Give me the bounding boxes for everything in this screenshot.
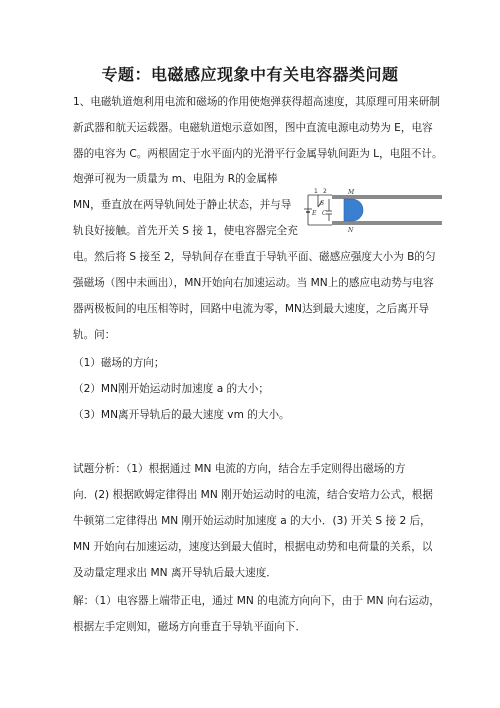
solution-line-1: 解：（1）电容器上端带正电，通过 MN 的电流方向向下，由于 MN 向右运动， [73, 595, 440, 607]
problem-line-4: 炮弹可视为一质量为 m、电阻为 R的金属棒 [73, 173, 278, 185]
projectile-rod-mn [344, 199, 363, 221]
rail-gun-diagram [304, 185, 444, 235]
analysis-line-1: 试题分析：（1）根据通过 MN 电流的方向，结合左手定则得出磁场的方 [73, 463, 406, 475]
problem-line-8: 强磁场（图中未画出），MN开始向右加速运动。当 MN上的感应电动势与电容 [73, 277, 434, 289]
question-1: （1）磁场的方向； [73, 357, 165, 369]
problem-line-1: 1、电磁轨道炮利用电流和磁场的作用使炮弹获得超高速度，其原理可用来研制 [73, 96, 440, 108]
question-3: （3）MN离开导轨后的最大速度 vm 的大小。 [73, 409, 290, 421]
problem-line-2: 新武器和航天运载器。电磁轨道炮示意如图，图中直流电源电动势为 E，电容 [73, 122, 433, 134]
label-n: N [348, 227, 354, 234]
label-1: 1 [314, 188, 318, 195]
problem-line-7: 电。然后将 S 接至 2，导轨间存在垂直于导轨平面、磁感应强度大小为 B的匀 [73, 251, 436, 263]
label-s: S [320, 200, 325, 207]
analysis-line-4: MN 开始向右加速运动，速度达到最大值时，根据电动势和电荷量的关系，以 [73, 541, 433, 553]
problem-line-10: 轨。问： [73, 329, 116, 341]
problem-line-9: 器两极板间的电压相等时，回路中电流为零，MN达到最大速度，之后离开导 [73, 303, 430, 315]
label-2: 2 [323, 188, 327, 195]
analysis-line-2: 向．(2) 根据欧姆定律得出 MN 刚开始运动时的电流，结合安培力公式，根据 [73, 489, 433, 501]
question-2: （2）MN刚开始运动时加速度 a 的大小； [73, 383, 269, 395]
problem-line-5: MN，垂直放在两导轨间处于静止状态，并与导 [73, 199, 292, 211]
label-e: E [312, 210, 317, 217]
page-title: 专题：电磁感应现象中有关电容器类问题 [101, 65, 399, 84]
problem-line-6: 轨良好接触。首先开关 S 接 1，使电容器完全充 [73, 225, 298, 237]
analysis-line-5: 及动量定理求出 MN 离开导轨后最大速度． [73, 567, 277, 579]
label-c: C [322, 210, 327, 217]
analysis-line-3: 牛顿第二定律得出 MN 刚开始运动时加速度 a 的大小．(3) 开关 S 接 2 后， [73, 515, 431, 527]
label-m: M [348, 189, 355, 196]
problem-line-3: 器的电容为 C。两根固定于水平面内的光滑平行金属导轨间距为 L，电阻不计。 [73, 148, 443, 160]
lower-rail [332, 221, 442, 225]
solution-line-2: 根据左手定则知，磁场方向垂直于导轨平面向下． [73, 621, 307, 633]
